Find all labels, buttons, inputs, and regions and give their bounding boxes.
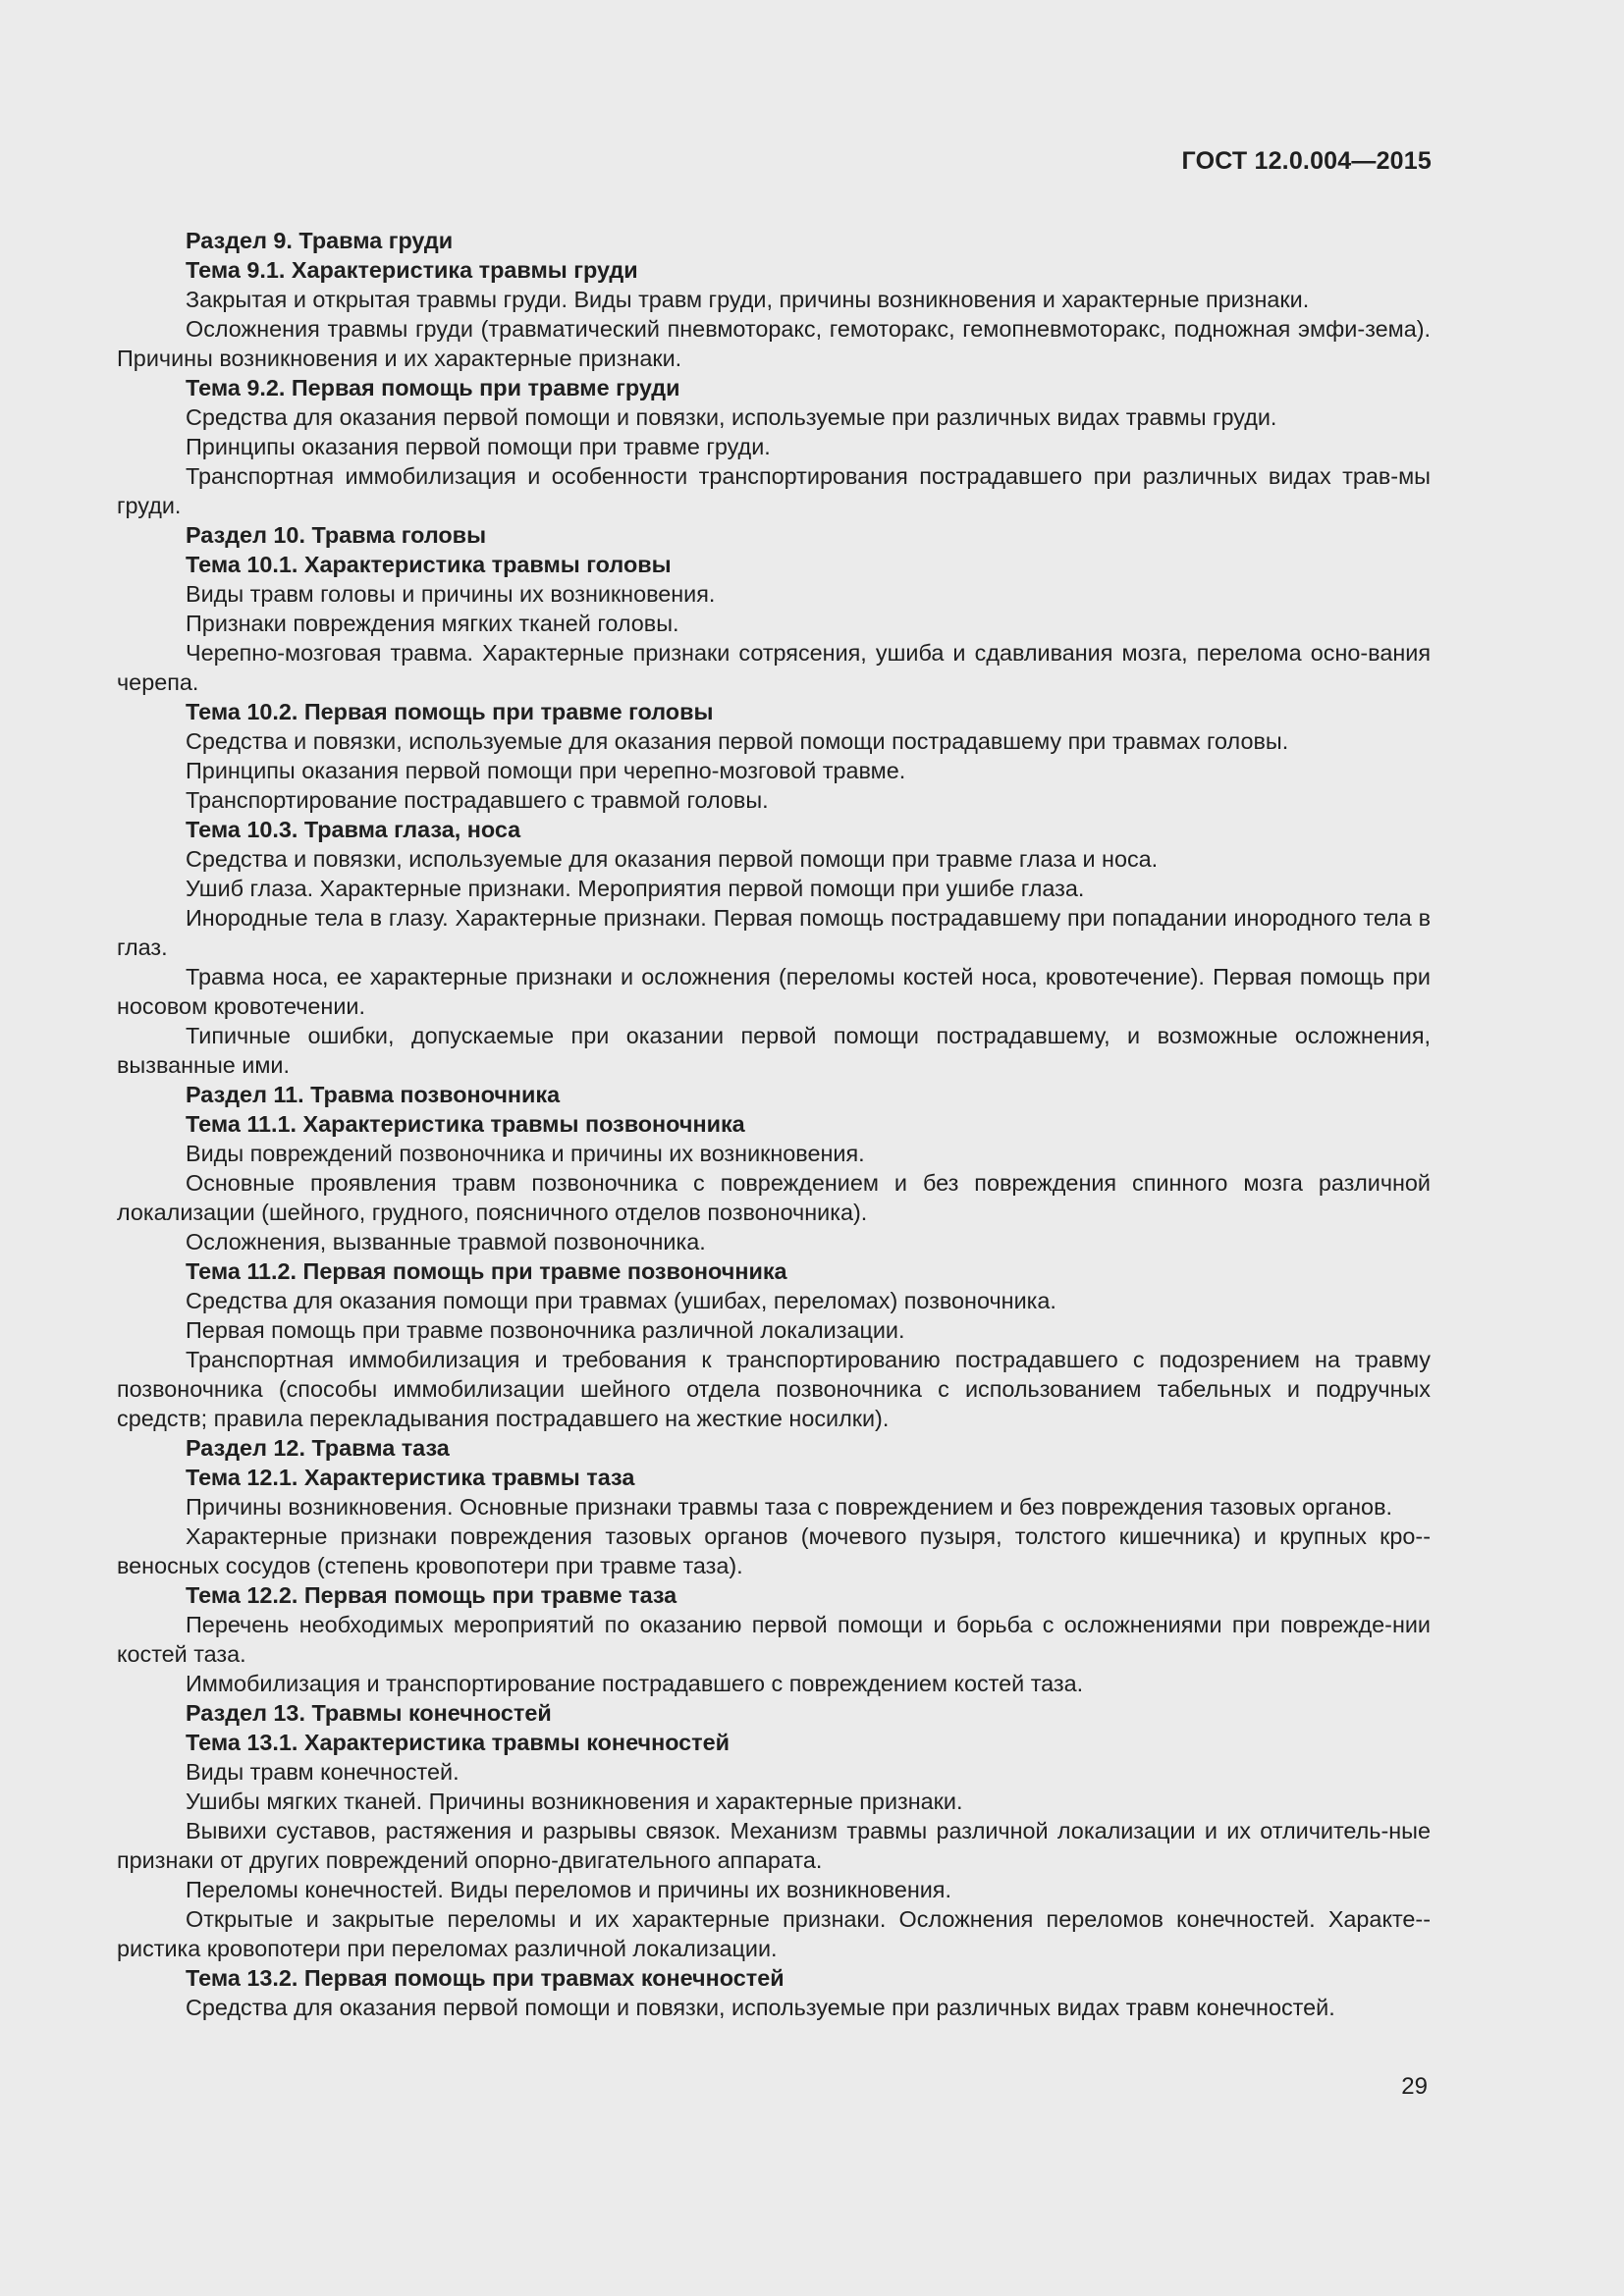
section-heading: Тема 12.1. Характеристика травмы таза — [186, 1465, 635, 1490]
body-paragraph: Типичные ошибки, допускаемые при оказании первой помощи пострадавшему, и возможные осложнения, вызванные ими. — [117, 1023, 1431, 1078]
body-paragraph: Переломы конечностей. Виды переломов и причины их возникновения. — [186, 1877, 951, 1902]
document-header: ГОСТ 12.0.004—2015 — [1181, 147, 1432, 175]
body-paragraph: Транспортирование пострадавшего с травмой головы. — [186, 787, 769, 813]
section-heading: Тема 10.1. Характеристика травмы головы — [186, 552, 672, 577]
body-paragraph: Основные проявления травм позвоночника с повреждением и без повреждения спинного мозга различной локализации (шейного, грудного, поясничного отделов позвоночника). — [117, 1170, 1431, 1225]
body-paragraph: Средства для оказания первой помощи и повязки, используемые при различных видах травм конечностей. — [186, 1995, 1335, 2020]
section-heading: Раздел 13. Травмы конечностей — [186, 1700, 552, 1726]
body-paragraph: Иммобилизация и транспортирование пострадавшего с повреждением костей таза. — [186, 1671, 1084, 1696]
body-paragraph: Инородные тела в глазу. Характерные признаки. Первая помощь пострадавшему при попадании инородного тела в глаз. — [117, 905, 1431, 960]
section-heading: Тема 13.1. Характеристика травмы конечностей — [186, 1730, 731, 1755]
section-heading: Раздел 12. Травма таза — [186, 1435, 450, 1461]
body-paragraph: Характерные признаки повреждения тазовых органов (мочевого пузыря, толстого кишечника) и крупных кро-веносных сосудов (степень кровопотери при травме таза). — [117, 1523, 1431, 1578]
section-heading: Тема 9.1. Характеристика травмы груди — [186, 257, 638, 283]
body-paragraph: Средства для оказания помощи при травмах (ушибах, переломах) позвоночника. — [186, 1288, 1056, 1313]
body-paragraph: Вывихи суставов, растяжения и разрывы связок. Механизм травмы различной локализации и их отличитель-ные признаки от других повреждений опорно-двигательного аппарата. — [117, 1818, 1431, 1873]
body-paragraph: Ушиб глаза. Характерные признаки. Мероприятия первой помощи при ушибе глаза. — [186, 876, 1085, 901]
body-paragraph: Осложнения, вызванные травмой позвоночника. — [186, 1229, 706, 1255]
section-heading: Тема 10.2. Первая помощь при травме головы — [186, 699, 714, 724]
section-heading: Тема 13.2. Первая помощь при травмах конечностей — [186, 1965, 785, 1991]
body-paragraph: Средства и повязки, используемые для оказания первой помощи пострадавшему при травмах головы. — [186, 728, 1289, 754]
body-paragraph: Виды травм головы и причины их возникновения. — [186, 581, 716, 607]
body-paragraph: Открытые и закрытые переломы и их характерные признаки. Осложнения переломов конечностей. Характе-ристика кровопотери при переломах различной локализации. — [117, 1906, 1431, 1961]
document-body — [117, 226, 1431, 2022]
body-paragraph: Принципы оказания первой помощи при черепно-мозговой травме. — [186, 758, 906, 783]
section-heading: Раздел 10. Травма головы — [186, 522, 487, 548]
section-heading: Тема 11.1. Характеристика травмы позвоночника — [186, 1111, 745, 1137]
body-paragraph: Осложнения травмы груди (травматический пневмоторакс, гемоторакс, гемопневмоторакс, подножная эмфи-зема). Причины возникновения и их характерные признаки. — [117, 316, 1431, 371]
section-heading: Раздел 9. Травма груди — [186, 228, 454, 253]
body-paragraph: Черепно-мозговая травма. Характерные признаки сотрясения, ушиба и сдавливания мозга, перелома осно-вания черепа. — [117, 640, 1431, 695]
body-paragraph: Виды повреждений позвоночника и причины их возникновения. — [186, 1141, 865, 1166]
body-paragraph: Закрытая и открытая травмы груди. Виды травм груди, причины возникновения и характерные признаки. — [186, 287, 1310, 312]
body-paragraph: Травма носа, ее характерные признаки и осложнения (переломы костей носа, кровотечение). Первая помощь при носовом кровотечении. — [117, 964, 1431, 1019]
body-paragraph: Виды травм конечностей. — [186, 1759, 460, 1785]
section-heading: Раздел 11. Травма позвоночника — [186, 1082, 561, 1107]
body-paragraph: Ушибы мягких тканей. Причины возникновения и характерные признаки. — [186, 1789, 963, 1814]
section-heading: Тема 11.2. Первая помощь при травме позвоночника — [186, 1258, 787, 1284]
body-paragraph: Первая помощь при травме позвоночника различной локализации. — [186, 1317, 905, 1343]
section-heading: Тема 12.2. Первая помощь при травме таза — [186, 1582, 677, 1608]
body-paragraph: Транспортная иммобилизация и требования к транспортированию пострадавшего с подозрением на травму позвоночника (способы иммобилизации шейного отдела позвоночника с использованием табельных и подручных средств; правила перекладывания пострадавшего на жесткие носилки). — [117, 1347, 1431, 1431]
body-paragraph: Причины возникновения. Основные признаки травмы таза с повреждением и без повреждения тазовых органов. — [186, 1494, 1392, 1520]
section-heading: Тема 10.3. Травма глаза, носа — [186, 817, 521, 842]
body-paragraph: Транспортная иммобилизация и особенности транспортирования пострадавшего при различных видах трав-мы груди. — [117, 463, 1431, 518]
body-paragraph: Принципы оказания первой помощи при травме груди. — [186, 434, 771, 459]
body-paragraph: Признаки повреждения мягких тканей головы. — [186, 611, 679, 636]
body-paragraph: Средства для оказания первой помощи и повязки, используемые при различных видах травмы груди. — [186, 404, 1277, 430]
body-paragraph: Перечень необходимых мероприятий по оказанию первой помощи и борьба с осложнениями при поврежде-нии костей таза. — [117, 1612, 1431, 1667]
page-number: 29 — [1401, 2073, 1428, 2100]
body-paragraph: Средства и повязки, используемые для оказания первой помощи при травме глаза и носа. — [186, 846, 1159, 872]
section-heading: Тема 9.2. Первая помощь при травме груди — [186, 375, 680, 400]
